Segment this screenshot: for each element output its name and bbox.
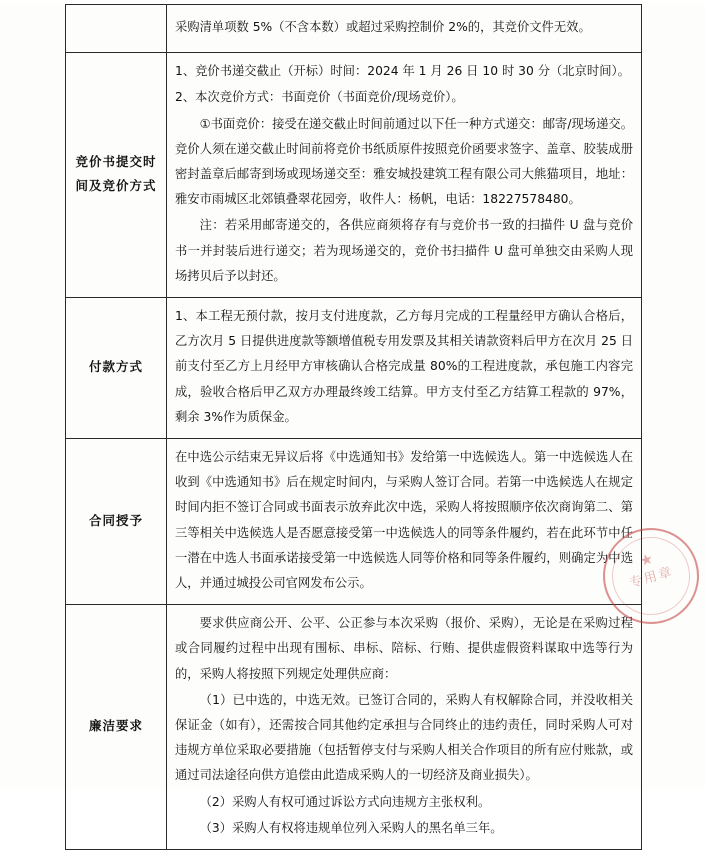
paragraph: 要求供应商公开、公平、公正参与本次采购（报价、采购），无论是在采购过程或合同履约过程中出现有围标、串标、陪标、行贿、提供虚假资料谋取中选等行为的，采购人将按照下列规定处理供应商： — [175, 616, 633, 681]
table-row — [66, 298, 642, 439]
table-row — [66, 605, 642, 850]
paragraph: 在中选公示结束无异议后将《中选通知书》发给第一中选候选人。第一中选候选人在收到《中选通知书》后在规定时间内，与采购人签订合同。若第一中选候选人在规定时间内拒不签订合同或书面表示放弃此次中选，采购人将按照顺序依次商询第二、第三等相关中选候选人是否愿意接受第一中选候选人的同等条件履约，若在此环节中任一潜在中选人书面承诺接受第一中选候选人同等价格和同等条件履约，则确定为中选人，并通过城投公司官网发布公示。 — [175, 450, 633, 591]
paragraph: （1）已中选的，中选无效。已签订合同的，采购人有权解除合同，并没收相关保证金（如有），还需按合同其他约定承担与合同终止的违约责任，同时采购人可对违规方单位采取必要措施（包括暂停支付与采购人相关合作项目的所有应付账款，或通过司法途径向供方追偿由此造成采购人的一切经济及商业损失）。 — [175, 692, 633, 783]
paragraph: 采购清单项数 5%（不含本数）或超过采购控制价 2%的，其竞价文件无效。 — [175, 20, 591, 34]
row-content-cell — [167, 5, 642, 53]
paragraph: ①书面竞价：接受在递交截止时间前通过以下任一种方式递交：邮寄/现场递交。竞价人须在递交截止时间前将竞价书纸质原件按照竞价函要求签字、盖章、胶装成册密封盖章后邮寄到场或现场递交至：雅安城投建筑工程有限公司大熊猫项目，地址：雅安市雨城区北郊镇叠翠花园旁，收件人：杨帆，电话：18227578480。 — [175, 116, 633, 207]
table-row — [66, 53, 642, 298]
row-content-cell — [167, 605, 642, 850]
contract-terms-table — [65, 4, 642, 850]
paragraph: 注：若采用邮寄递交的，各供应商须将存有与竞价书一致的扫描件 U 盘与竞价书一并封装后进行递交；若为现场递交的，竞价书扫描件 U 盘可单独交由采购人现场拷贝后予以封还。 — [175, 218, 633, 283]
paragraph: 1、竞价书递交截止（开标）时间：2024 年 1 月 26 日 10 时 30 分（北京时间）。 — [175, 64, 630, 79]
document-page — [0, 4, 705, 835]
row-content-cell — [167, 53, 642, 298]
seal-text: 专用章 — [627, 564, 676, 592]
table-row — [66, 439, 642, 605]
paragraph: （3）采购人有权将违规单位列入采购人的黑名单三年。 — [199, 820, 503, 835]
paragraph: 2、本次竞价方式：书面竞价（书面竞价/现场竞价）。 — [175, 90, 464, 105]
seal-star-icon: ★ — [637, 549, 656, 571]
table-row — [66, 5, 642, 53]
row-label-cell: 合同授予 — [66, 439, 167, 605]
row-label-cell — [66, 5, 167, 53]
paragraph: 1、本工程无预付款，按月支付进度款，乙方每月完成的工程量经甲方确认合格后，乙方次月 5 日提供进度款等额增值税专用发票及其相关请款资料后甲方在次月 25 日前支付至乙方上月经甲方审核确认合格完成量 80%的工程进度款，承包施工内容完成，验收合格后甲乙双方办理最终竣工结算。甲方支付至乙方结算工程款的 97%，剩余 3%作为质保金。 — [175, 309, 633, 424]
row-label-cell: 廉洁要求 — [66, 605, 167, 850]
row-content-cell — [167, 298, 642, 439]
paragraph: （2）采购人有权可通过诉讼方式向违规方主张权利。 — [199, 794, 491, 809]
row-label-cell: 竞价书提交时间及竞价方式 — [66, 53, 167, 298]
row-label-cell: 付款方式 — [66, 298, 167, 439]
row-content-cell — [167, 439, 642, 605]
